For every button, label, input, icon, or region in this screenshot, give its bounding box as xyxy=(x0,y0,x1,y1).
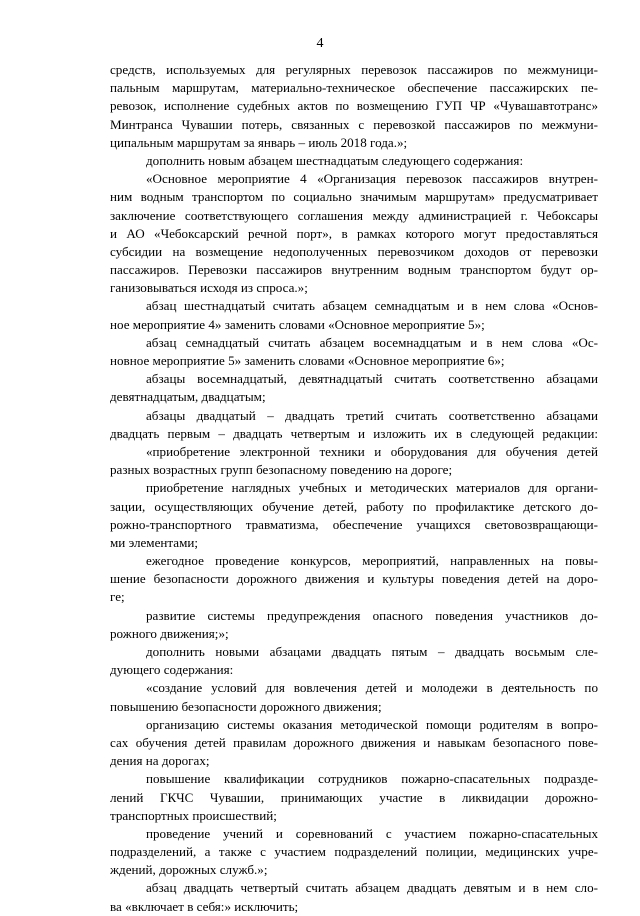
text-line: рожного движения;»; xyxy=(110,625,229,641)
text-line: «приобретение электронной техники и оборудования для обучения детей xyxy=(146,443,598,459)
text-line: сах обучения детей правилам дорожного движения и навыкам безопасного пове- xyxy=(110,734,598,750)
text-line: дополнить новыми абзацами двадцать пятым – двадцать восьмым сле- xyxy=(146,644,598,659)
text-line: рожно-транспортного травматизма, обеспечение учащихся световозвращающи- xyxy=(110,516,598,532)
text-line: субсидии на возмещение недополученных перевозчиком доходов от перевозки xyxy=(110,243,598,259)
text-line: «Основное мероприятие 4 «Организация перевозок пассажиров внутрен- xyxy=(146,171,598,187)
text-line: «создание условий для вовлечения детей и молодежи в деятельность по xyxy=(146,680,598,696)
document-body xyxy=(110,61,598,916)
text-line: ганизовываться исходя из спроса.»; xyxy=(110,280,308,296)
text-line: и АО «Чебоксарский речной порт», в рамках которого могут предоставляться xyxy=(110,225,598,241)
text-line: ревозок, исполнение судебных актов по возмещению ГУП ЧР «Чувашавтотранс» xyxy=(110,98,598,114)
text-line: абзацы двадцатый – двадцать третий считать соответственно абзацами xyxy=(146,407,598,423)
text-line: заключение соответствующего соглашения между администрацией г. Чебоксары xyxy=(110,207,598,223)
text-line: пассажиров. Перевозки пассажиров внутренним водным транспортом будут ор- xyxy=(110,262,598,278)
text-line: повышению безопасности дорожного движения; xyxy=(110,698,382,714)
text-line: абзацы восемнадцатый, девятнадцатый считать соответственно абзацами xyxy=(146,371,598,387)
text-line: организацию системы оказания методической помощи родителям в вопро- xyxy=(146,716,598,732)
text-line: ежегодное проведение конкурсов, мероприятий, направленных на повы- xyxy=(146,553,598,569)
text-line: новное мероприятие 5» заменить словами «Основное мероприятие 6»; xyxy=(110,353,505,368)
text-line: средств, используемых для регулярных перевозок пассажиров по межмуници- xyxy=(110,62,598,77)
text-line: подразделений, а также с участием подразделений полиции, медицинских учре- xyxy=(110,844,598,860)
text-line: шение безопасности дорожного движения и культуры поведения детей на доро- xyxy=(110,571,598,587)
text-line: дополнить новым абзацем шестнадцатым следующего содержания: xyxy=(146,152,524,168)
text-line: повышение квалификации сотрудников пожарно-спасательных подразде- xyxy=(146,771,598,787)
text-line: ва «включает в себя:» исключить; xyxy=(110,898,299,914)
text-line: Минтранса Чувашии потерь, связанных с перевозкой пассажиров по межмуни- xyxy=(110,116,598,132)
text-line: абзац двадцать четвертый считать абзацем двадцать девятым и в нем сло- xyxy=(146,880,598,896)
text-line: развитие системы предупреждения опасного поведения участников до- xyxy=(146,607,598,623)
text-line: двадцать первым – двадцать четвертым и изложить их в следующей редакции: xyxy=(110,425,598,441)
text-line: зации, осуществляющих обучение детей, работу по профилактике детского до- xyxy=(110,498,598,514)
text-line: дения на дорогах; xyxy=(110,753,210,769)
text-line: пальным маршрутам, материально-техническое обеспечение пассажирских пе- xyxy=(110,80,598,96)
text-line: ми элементами; xyxy=(110,534,199,550)
text-line: девятнадцатым, двадцатым; xyxy=(110,389,266,405)
page-number: 4 xyxy=(316,36,324,51)
text-line: ним водным транспортом по социально значимым маршрутам» предусматривает xyxy=(110,189,598,205)
text-line: ге; xyxy=(110,589,125,605)
text-line: проведение учений и соревнований с участием пожарно-спасательных xyxy=(146,825,598,841)
text-line: дующего содержания: xyxy=(110,662,234,678)
text-line: ное мероприятие 4» заменить словами «Основное мероприятие 5»; xyxy=(110,316,485,332)
text-line: транспортных происшествий; xyxy=(110,807,277,823)
text-line: разных возрастных групп безопасному поведению на дороге; xyxy=(110,462,453,478)
text-line: лений ГКЧС Чувашии, принимающих участие в ликвидации дорожно- xyxy=(110,789,598,805)
text-line: ципальным маршрутам за январь – июль 2018 года.»; xyxy=(110,134,408,150)
text-line: ждений, дорожных служб.»; xyxy=(110,862,268,878)
text-line: абзац шестнадцатый считать абзацем семнадцатым и в нем слова «Основ- xyxy=(146,298,598,314)
text-line: абзац семнадцатый считать абзацем восемнадцатым и в нем слова «Ос- xyxy=(146,334,598,350)
text-line: приобретение наглядных учебных и методических материалов для органи- xyxy=(146,480,598,496)
